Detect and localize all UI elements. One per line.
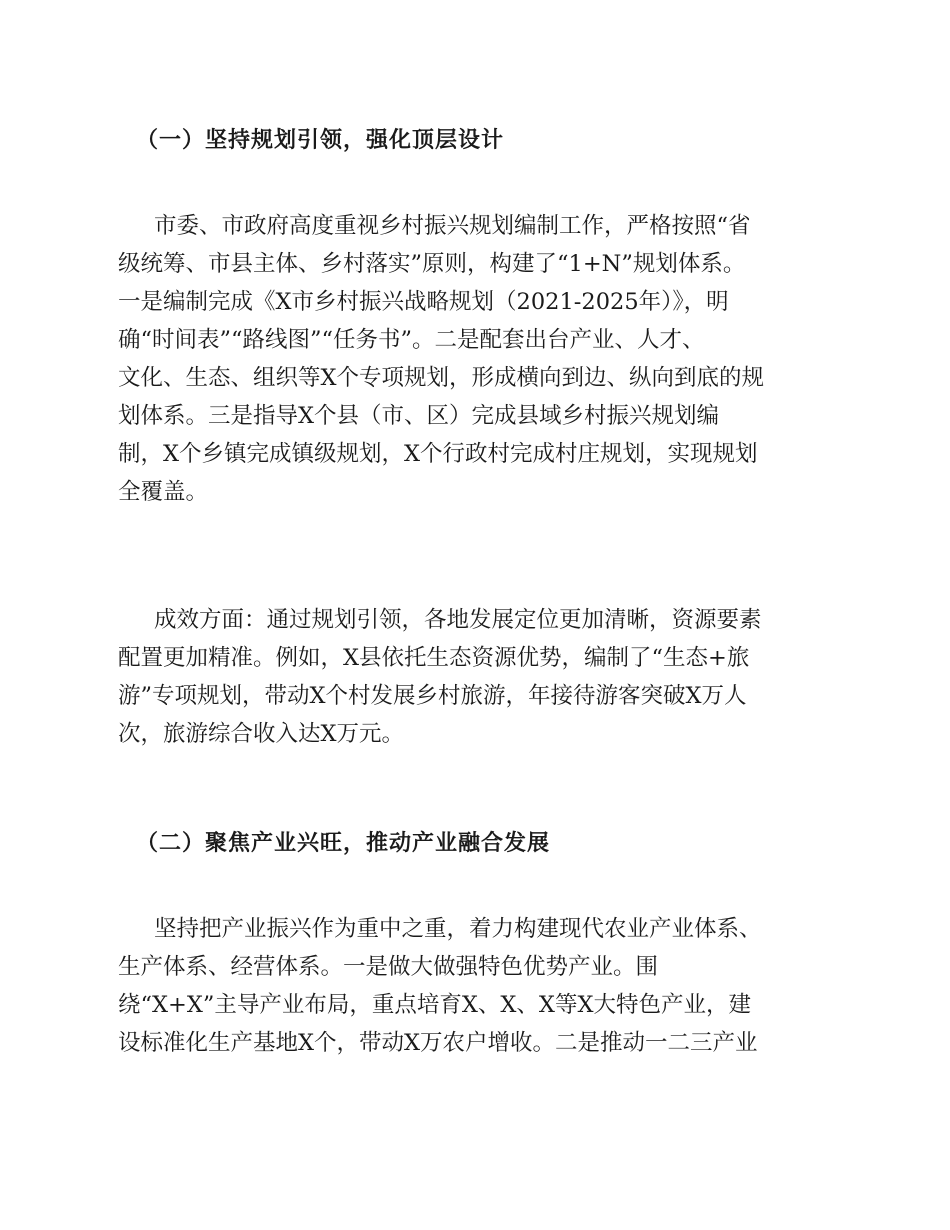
text-line: 游”专项规划，带动X个村发展乡村旅游，年接待游客突破X万人 (118, 683, 747, 709)
text-line: 设标准化生产基地X个，带动X万农户增收。二是推动一二三产业 (118, 1030, 758, 1056)
text-line: 文化、生态、组织等X个专项规划，形成横向到边、纵向到底的规 (118, 365, 765, 391)
text-line: 制，X个乡镇完成镇级规划，X个行政村完成村庄规划，实现规划 (118, 441, 758, 467)
text-line: 一是编制完成《X市乡村振兴战略规划（2021-2025年）》，明 (118, 289, 729, 315)
text-line: 级统筹、市县主体、乡村落实”原则，构建了“1+N”规划体系。 (118, 251, 746, 277)
text-line: 划体系。三是指导X个县（市、区）完成县域乡村振兴规划编 (118, 403, 720, 429)
text-line: 坚持把产业振兴作为重中之重，着力构建现代农业产业体系、 (154, 916, 762, 942)
section-heading-industry: （二）聚焦产业兴旺，推动产业融合发展 (136, 830, 551, 856)
text-line: 确“时间表”“路线图”“任务书”。二是配套出台产业、人才、 (118, 327, 705, 353)
text-line: 全覆盖。 (118, 479, 209, 505)
text-line: 生产体系、经营体系。一是做大做强特色优势产业。围 (118, 954, 659, 980)
text-line: 次，旅游综合收入达X万元。 (118, 721, 405, 747)
text-line: 绕“X+X”主导产业布局，重点培育X、X、X等X大特色产业，建 (118, 992, 751, 1018)
text-line: 配置更加精准。例如，X县依托生态资源优势，编制了“生态+旅 (118, 645, 750, 671)
paragraph-planning-system (118, 207, 838, 511)
paragraph-industry-development (118, 910, 838, 1062)
section-heading-planning: （一）坚持规划引领，强化顶层设计 (136, 127, 505, 153)
text-line: 成效方面：通过规划引领，各地发展定位更加清晰，资源要素 (154, 607, 762, 633)
paragraph-planning-results (118, 601, 838, 753)
text-line: 市委、市政府高度重视乡村振兴规划编制工作，严格按照“省 (154, 213, 751, 239)
